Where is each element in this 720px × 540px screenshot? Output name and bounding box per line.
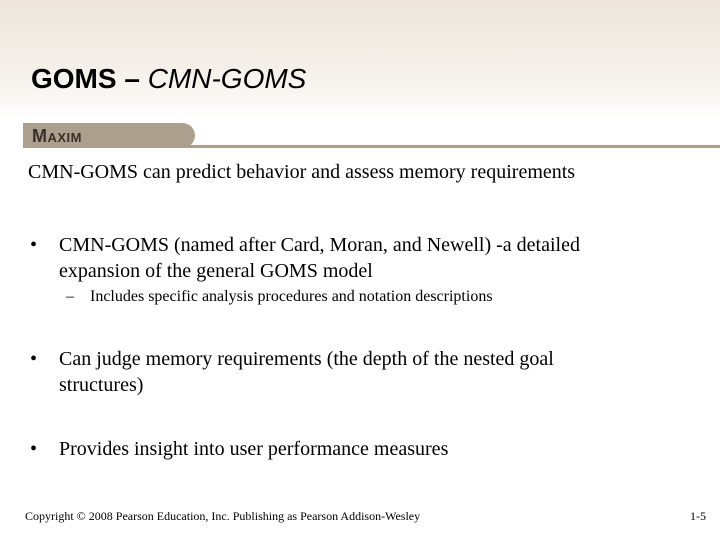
title-subject: CMN-GOMS bbox=[147, 63, 307, 94]
maxim-underline bbox=[183, 145, 720, 148]
bullet-text bbox=[59, 232, 580, 284]
bullet-marker: • bbox=[30, 438, 38, 460]
copyright-footer: Copyright © 2008 Pearson Education, Inc. Publishing as Pearson Addison-Wesley bbox=[25, 509, 421, 523]
header-band bbox=[0, 0, 720, 120]
sub-bullet-marker: – bbox=[66, 288, 74, 305]
sub-bullet-text: Includes specific analysis procedures and notation descriptions bbox=[90, 288, 493, 305]
bullet-line: structures) bbox=[59, 374, 144, 396]
page-number: 1-5 bbox=[690, 509, 706, 523]
maxim-statement: CMN-GOMS can predict behavior and assess memory requirements bbox=[28, 161, 576, 183]
bullet-line: Can judge memory requirements (the depth of the nested goal bbox=[59, 348, 554, 370]
bullet-text bbox=[59, 346, 554, 398]
maxim-label: Maxim bbox=[32, 126, 82, 146]
title-prefix: GOMS – bbox=[31, 63, 148, 94]
bullet-marker: • bbox=[30, 234, 38, 256]
bullet-line: expansion of the general GOMS model bbox=[59, 260, 373, 282]
bullet-line: Provides insight into user performance measures bbox=[59, 438, 449, 460]
slide-title bbox=[31, 62, 306, 96]
bullet-text bbox=[59, 436, 448, 462]
bullet-marker: • bbox=[30, 348, 38, 370]
maxim-banner bbox=[23, 123, 720, 148]
bullet-line: CMN-GOMS (named after Card, Moran, and Newell) -a detailed bbox=[59, 234, 580, 256]
